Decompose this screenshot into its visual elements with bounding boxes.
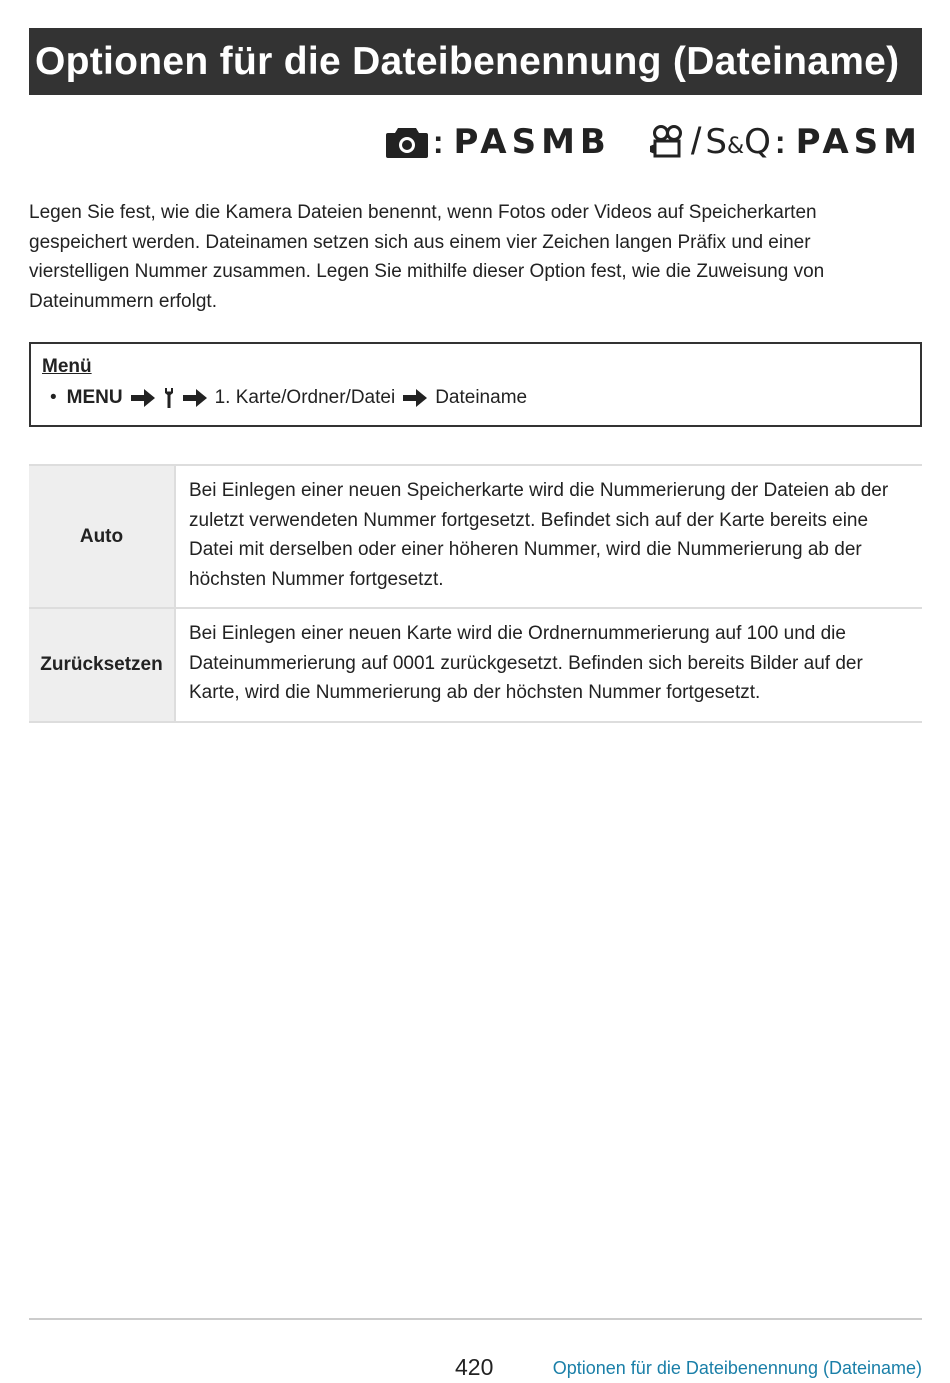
table-row bbox=[29, 608, 922, 722]
option-description: Bei Einlegen einer neuen Karte wird die Ordnernummerierung auf 100 und die Dateinummerierung auf 0001 zurückgesetzt. Befinden sich bereits Bilder auf der Karte, wird die Nummerierung ab der höchsten Nummer fortgesetzt. bbox=[175, 608, 922, 722]
movie-camera-icon bbox=[649, 124, 687, 160]
video-modes: PASM bbox=[795, 122, 922, 162]
mode-slash: / bbox=[690, 120, 702, 163]
menu-step: 1. Karte/Ordner/Datei bbox=[214, 387, 396, 408]
sq-mode-label: S&Q bbox=[705, 122, 771, 162]
footer-divider bbox=[29, 1318, 922, 1320]
menu-heading: Menü bbox=[42, 356, 92, 377]
menu-bullet: • bbox=[50, 387, 57, 408]
option-name: Zurücksetzen bbox=[29, 608, 175, 722]
right-arrow-icon bbox=[183, 389, 207, 407]
right-arrow-icon bbox=[131, 389, 155, 407]
menu-path-box bbox=[29, 342, 922, 427]
shooting-modes bbox=[385, 118, 922, 166]
page-number: 420 bbox=[455, 1354, 494, 1380]
photo-mode-separator: : bbox=[432, 123, 444, 160]
menu-root: MENU bbox=[66, 387, 123, 408]
photo-modes: PASMB bbox=[453, 122, 611, 162]
wrench-icon bbox=[163, 387, 175, 409]
right-arrow-icon bbox=[403, 389, 427, 407]
table-row bbox=[29, 465, 922, 608]
footer-section-link[interactable]: Optionen für die Dateibenennung (Dateiname) bbox=[552, 1358, 922, 1378]
page-title-text: Optionen für die Dateibenennung (Dateiname) bbox=[35, 39, 900, 83]
video-mode-separator: : bbox=[774, 123, 786, 160]
camera-icon bbox=[385, 125, 429, 159]
option-description: Bei Einlegen einer neuen Speicherkarte wird die Nummerierung der Dateien ab der zuletzt verwendeten Nummer fortgesetzt. Befindet sich auf der Karte bereits eine Datei mit derselben oder einer höheren Nummer, wird die Nummerierung ab der höchsten Nummer fortgesetzt. bbox=[175, 465, 922, 608]
intro-paragraph: Legen Sie fest, wie die Kamera Dateien benennt, wenn Fotos oder Videos auf Speicherkarten gespeichert werden. Dateinamen setzen sich aus einem vier Zeichen langen Präfix und einer vierstelligen Nummer zusammen. Legen Sie mithilfe dieser Option fest, wie die Zuweisung von Dateinummern erfolgt. bbox=[29, 202, 825, 312]
menu-path bbox=[42, 383, 909, 413]
page-title bbox=[29, 28, 922, 95]
option-name: Auto bbox=[29, 465, 175, 608]
options-table bbox=[29, 464, 922, 723]
menu-item: Dateiname bbox=[435, 387, 528, 408]
